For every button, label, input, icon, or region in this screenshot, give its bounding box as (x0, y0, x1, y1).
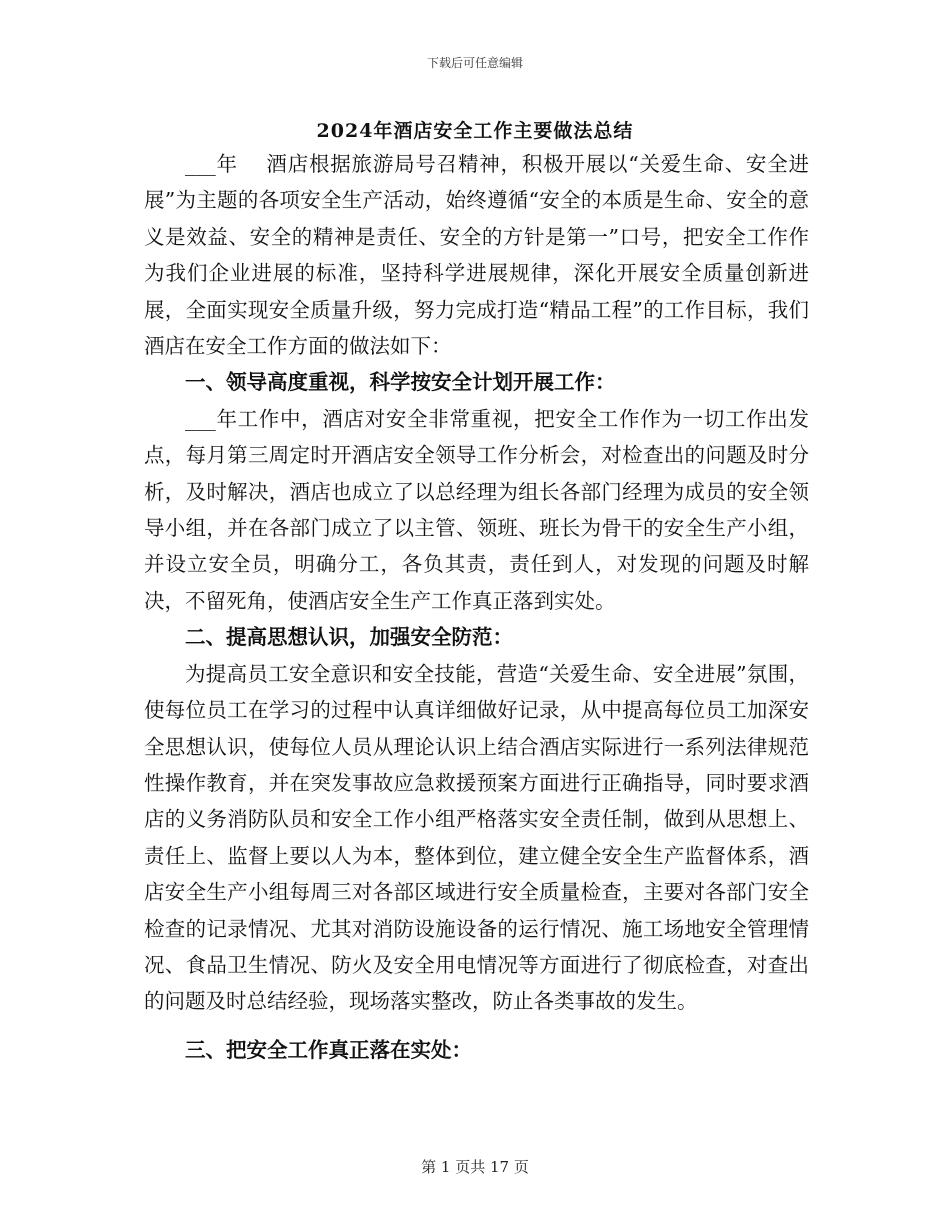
intro-paragraph: ___年 酒店根据旅游局号召精神，积极开展以“关爱生命、安全进展”为主题的各项安全生产活动，始终遵循“安全的本质是生命、安全的意义是效益、安全的精神是责任、安全的方针是第一”口号，把安全工作作为我们企业进展的标准，坚持科学进展规律，深化开展安全质量创新进展，全面实现安全质量升级，努力完成打造“精品工程”的工作目标，我们酒店在安全工作方面的做法如下： (144, 152, 809, 359)
document-title: 2024年酒店安全工作主要做法总结 (316, 120, 634, 142)
section-paragraph-1: ___年工作中，酒店对安全非常重视，把安全工作作为一切工作出发点，每月第三周定时开酒店安全领导工作分析会，对检查出的问题及时分析，及时解决，酒店也成立了以总经理为组长各部门经理为成员的安全领导小组，并在各部门成立了以主管、领班、班长为骨干的安全生产小组，并设立安全员，明确分工，各负其责，责任到人，对发现的问题及时解决，不留死角，使酒店安全生产工作真正落到实处。 (144, 406, 809, 613)
section-heading-2: 二、提高思想认识，加强安全防范： (185, 625, 513, 650)
section-heading-1: 一、领导高度重视，科学按安全计划开展工作： (185, 370, 616, 395)
header-note: 下载后可任意编辑 (426, 56, 523, 70)
document-body (144, 146, 809, 1068)
section-paragraph-2: 为提高员工安全意识和安全技能，营造“关爱生命、安全进展”氛围，使每位员工在学习的过程中认真详细做好记录，从中提高每位员工加深安全思想认识，使每位人员从理论认识上结合酒店实际进行一系列法律规范性操作教育，并在突发事故应急救援预案方面进行正确指导，同时要求酒店的义务消防队员和安全工作小组严格落实安全责任制，做到从思想上、责任上、监督上要以人为本，整体到位，建立健全安全生产监督体系，酒店安全生产小组每周三对各部区域进行安全质量检查，主要对各部门安全检查的记录情况、尤其对消防设施设备的运行情况、施工场地安全管理情况、食品卫生情况、防火及安全用电情况等方面进行了彻底检查，对查出的问题及时总结经验，现场落实整改，防止各类事故的发生。 (144, 661, 809, 1014)
section-heading-3: 三、把安全工作真正落在实处： (185, 1037, 472, 1062)
page-footer: 第 1 页共 17 页 (421, 1158, 529, 1176)
